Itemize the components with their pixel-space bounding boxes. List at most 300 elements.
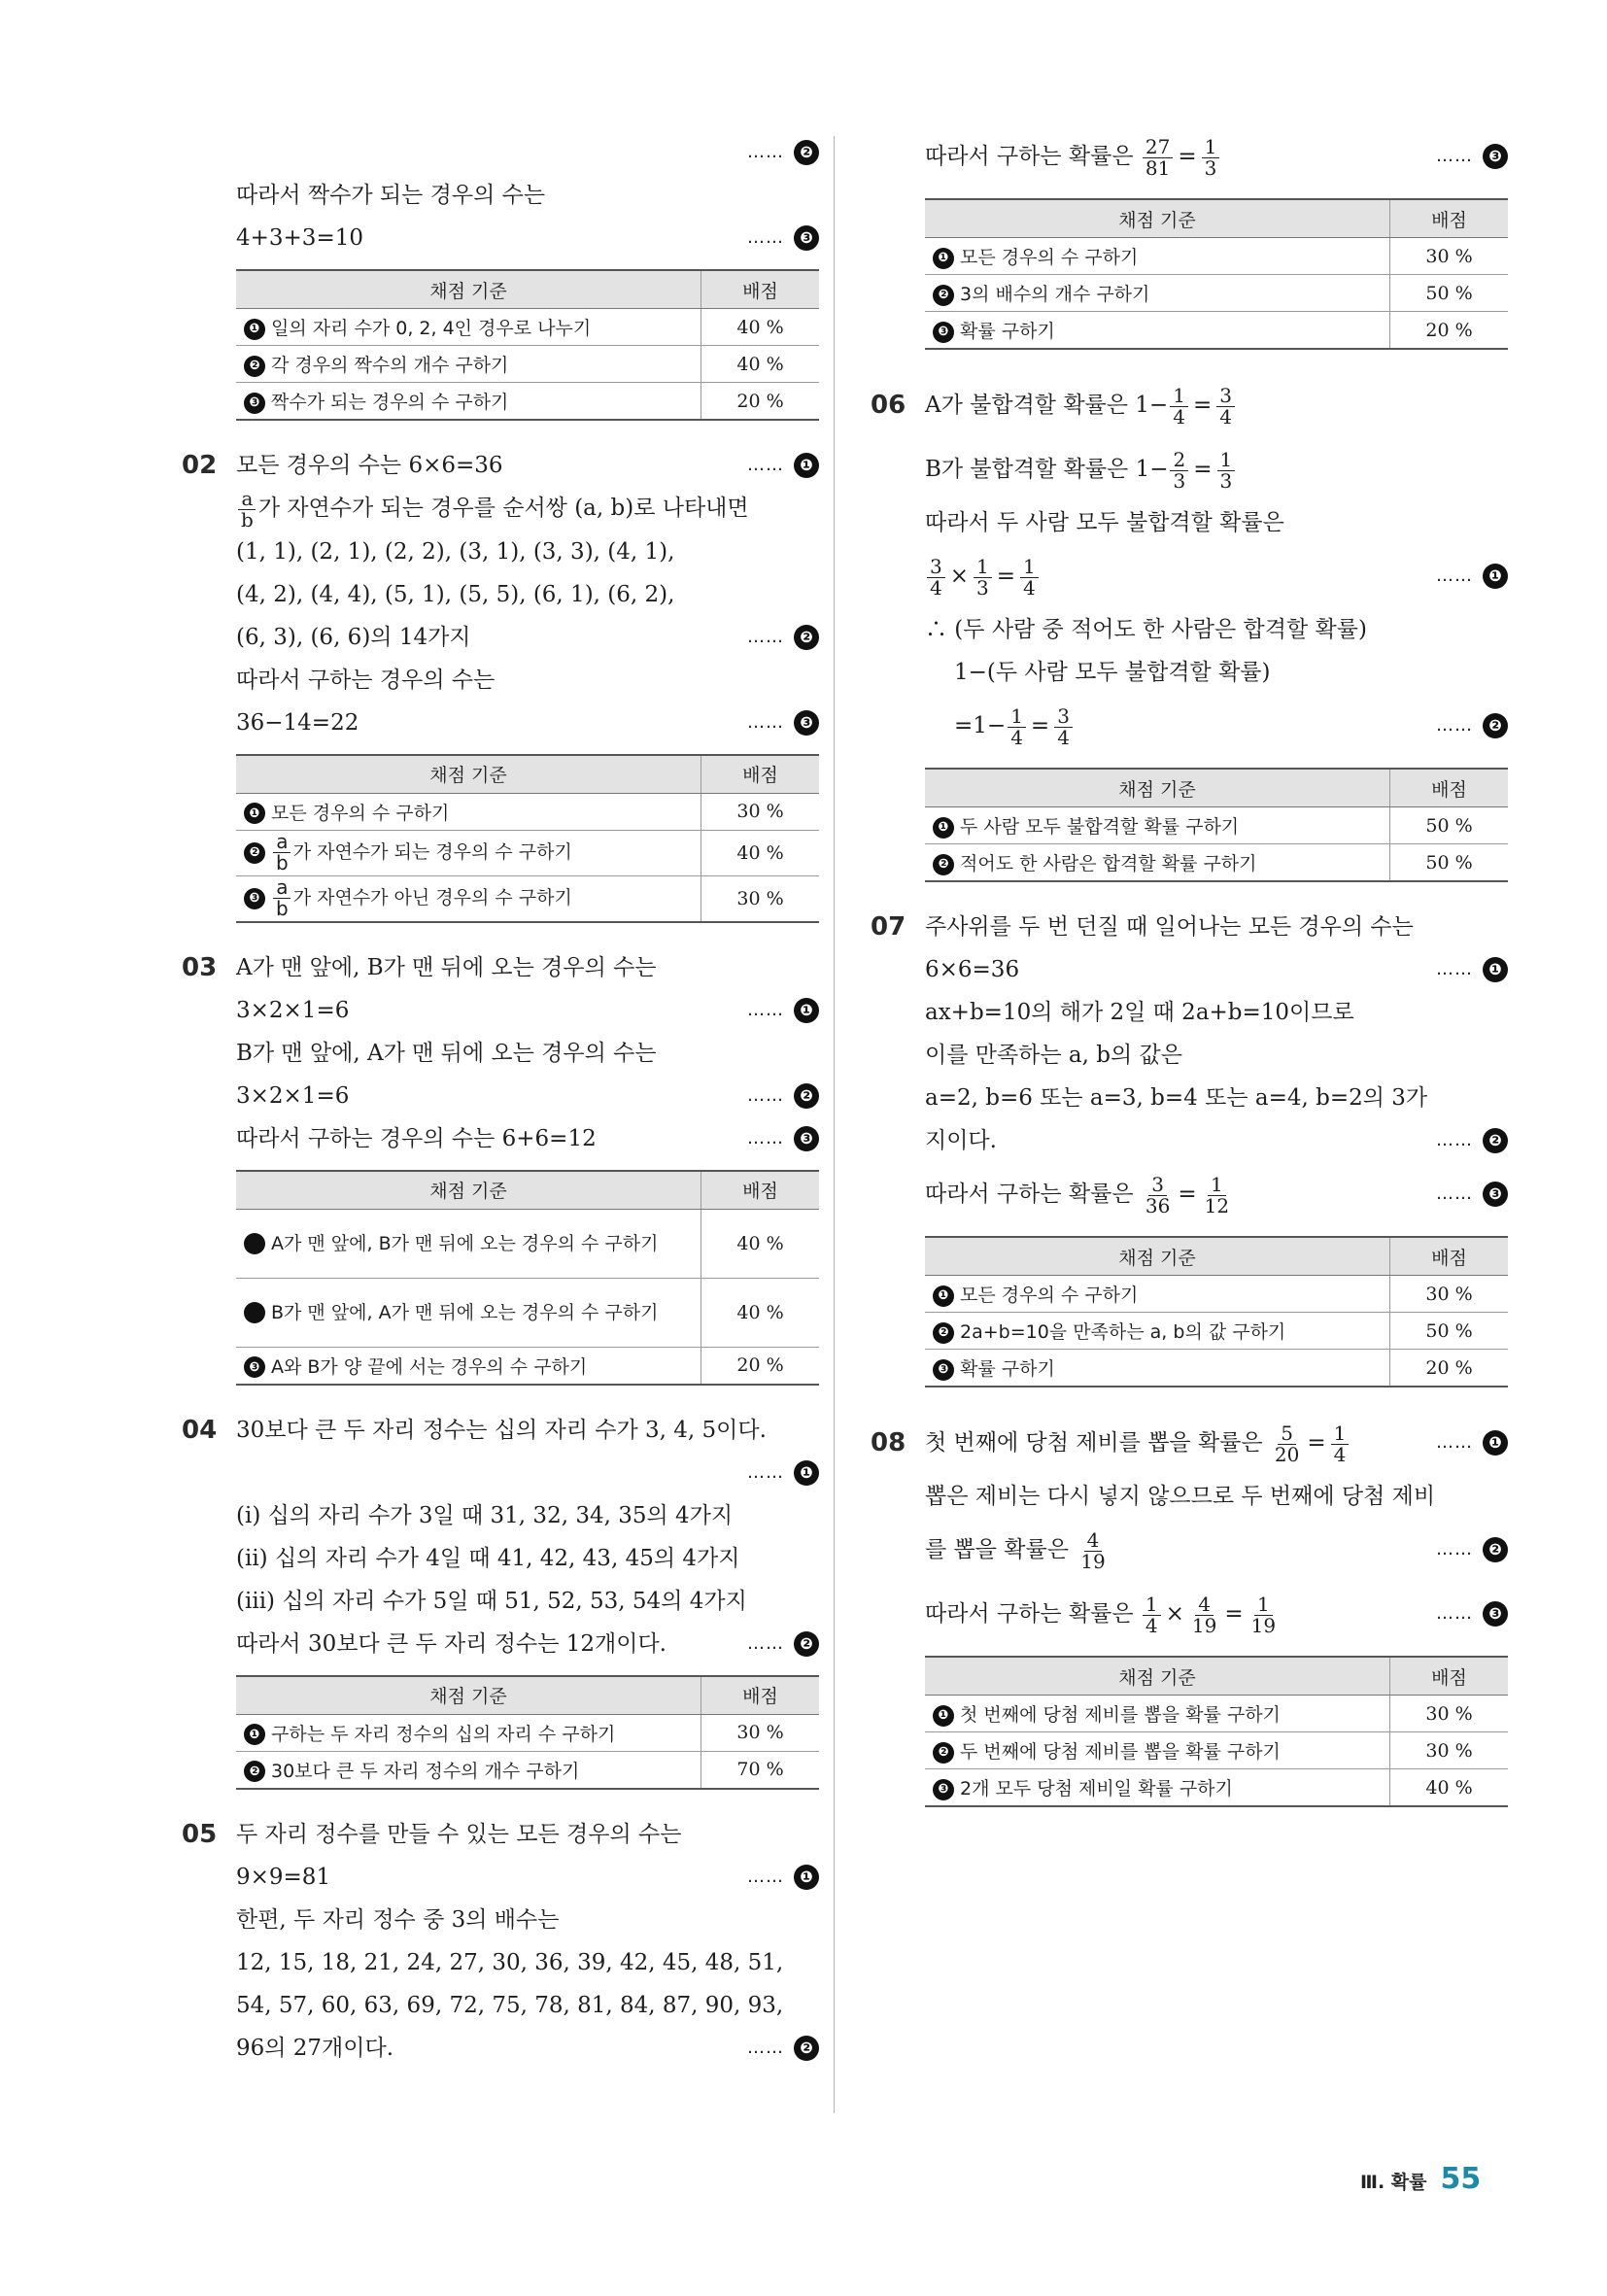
solution-line [925,948,1508,991]
numerator: 1 [1020,557,1039,578]
table-header-score: 배점 [1390,199,1509,238]
table-row [925,1769,1508,1807]
step-marker [1436,1518,1508,1582]
step-badge: ❷ [933,1742,954,1764]
step-marker [747,444,819,487]
problem-08 [871,1411,1508,1807]
score-cell: 20 % [701,383,820,421]
step-badge: ❸ [794,1126,819,1151]
numerator: a [238,489,256,510]
denominator: b [276,897,289,920]
line-text: 6×6=36 [925,957,1020,982]
leader-dots: …… [1436,146,1473,166]
fraction [1202,1172,1232,1217]
numerator: 1 [1254,1594,1273,1616]
table-row [236,830,819,875]
solution-line [871,373,1508,437]
criteria-text: 두 번째에 당첨 제비를 뽑을 확률 구하기 [960,1741,1281,1763]
leader-dots: …… [1436,1183,1473,1204]
fraction [1248,1594,1279,1636]
leader-dots: …… [747,1866,784,1887]
denominator: 4 [1173,404,1185,428]
solution-line [925,1119,1508,1162]
line-text: 1−(두 사람 모두 불합격할 확률) [954,660,1271,685]
denominator: 19 [1080,1549,1106,1573]
score-cell: 30 % [701,875,820,922]
denominator: 4 [1010,725,1023,749]
score-cell: 30 % [1390,1732,1509,1769]
step-badge: ❷ [1483,713,1508,738]
equals-sign: = [1224,1601,1244,1627]
step-badge: ❶ [244,803,265,824]
step-badge: ❷ [794,140,819,165]
table-header-criteria: 채점 기준 [925,1657,1390,1696]
step-badge: ❶ [1483,564,1508,589]
table-row [925,1696,1508,1732]
numerator: 1 [1202,137,1220,158]
line-text: A가 불합격할 확률은 1− [925,393,1169,418]
step-badge: ❷ [794,1631,819,1657]
step-marker [747,1452,819,1494]
criteria-text: A가 맨 앞에, B가 맨 뒤에 오는 경우의 수 구하기 [271,1232,659,1254]
table-header-score: 배점 [701,1171,820,1210]
table-header-criteria: 채점 기준 [236,1676,701,1715]
leader-dots: …… [747,227,784,248]
leader-dots: …… [747,999,784,1020]
table-row [236,793,819,830]
problem-05 [182,1813,819,2070]
table-header-criteria: 채점 기준 [236,1171,701,1210]
line-text: 3×2×1=6 [236,1082,350,1109]
table-row [236,1278,819,1347]
leader-dots: …… [1436,565,1473,586]
step-badge: ❷ [244,1302,265,1323]
step-badge: ❸ [1483,1601,1508,1627]
solution-line [925,651,1508,694]
line-text: B가 맨 앞에, A가 맨 뒤에 오는 경우의 수는 [236,1040,657,1066]
solution-line [182,1813,819,1856]
denominator: 3 [1204,155,1217,180]
solution-line [871,906,1508,948]
line-text: B가 불합격할 확률은 1− [925,457,1169,482]
numerator: 3 [1054,706,1073,728]
fraction [1331,1423,1350,1465]
fraction [1143,134,1173,180]
scoring-table [925,1656,1508,1807]
denominator: 19 [1250,1613,1277,1637]
fraction [238,486,256,531]
step-badge: ❶ [933,1285,954,1307]
line-text: 따라서 구하는 경우의 수는 6+6=12 [236,1125,597,1151]
criteria-text: 가 자연수가 되는 경우의 수 구하기 [292,841,572,863]
step-marker [747,1856,819,1899]
step-badge: ❸ [933,322,954,343]
fraction [1170,447,1188,493]
leader-dots: …… [747,711,784,733]
fraction [1216,383,1235,428]
step-badge: ❸ [244,888,265,909]
problem-04 [182,1409,819,1790]
step-badge: ❸ [933,1779,954,1800]
step-badge: ❸ [794,225,819,251]
equals-sign: = [1193,457,1213,482]
table-row [236,309,819,346]
numerator: 3 [1148,1175,1167,1196]
step-badge: ❸ [794,710,819,736]
solution-line [925,124,1508,188]
page-number: 55 [1440,2162,1482,2196]
problem-01-continued [236,131,819,421]
problem-03 [182,946,819,1386]
leader-dots: …… [747,142,784,162]
numerator: 5 [1278,1423,1296,1445]
leader-dots: …… [1436,959,1473,979]
score-cell: 30 % [1390,1696,1509,1732]
score-cell: 50 % [1390,1313,1509,1350]
step-marker [1436,1162,1508,1226]
numerator: 4 [1195,1594,1214,1616]
criteria-text: B가 맨 앞에, A가 맨 뒤에 오는 경우의 수 구하기 [271,1301,659,1323]
solution-line [236,1452,819,1494]
criteria-text: 적어도 한 사람은 합격할 확률 구하기 [960,853,1257,874]
numerator: 27 [1143,137,1173,158]
problem-number: 03 [182,952,218,982]
criteria-text: 짝수가 되는 경우의 수 구하기 [271,392,509,413]
fraction [1143,1172,1173,1217]
denominator: 4 [1219,404,1232,428]
fraction [1077,1527,1108,1573]
step-badge: ❶ [244,1233,265,1254]
solution-line [236,1580,819,1623]
table-row [925,807,1508,844]
numerator: a [273,877,291,899]
line-text: 따라서 구하는 확률은 [925,1182,1134,1207]
problem-06 [871,373,1508,882]
fraction [1020,554,1039,600]
table-header-criteria: 채점 기준 [236,755,701,794]
numerator: 1 [1170,386,1188,407]
solution-line [236,989,819,1032]
denominator: b [276,851,289,874]
solution-line [925,1034,1508,1077]
denominator: 36 [1145,1193,1171,1217]
leader-dots: …… [747,2037,784,2058]
table-row [925,275,1508,312]
scoring-table [236,269,819,421]
step-badge: ❷ [794,2036,819,2061]
criteria-text: 각 경우의 짝수의 개수 구하기 [271,355,509,376]
line-text: 3×2×1=6 [236,997,350,1023]
table-row [236,1751,819,1789]
equals-sign: = [1192,393,1213,418]
score-cell: 40 % [701,1209,820,1278]
step-badge: ❷ [1483,1537,1508,1562]
solution-line [925,991,1508,1034]
equals-sign: = [1178,1182,1197,1207]
numerator: 1 [1331,1423,1350,1445]
line-text: 따라서 두 사람 모두 불합격할 확률은 [925,510,1284,535]
solution-line [236,659,819,702]
line-text: (4, 2), (4, 4), (5, 1), (5, 5), (6, 1), (6, 2), [236,581,675,607]
solution-line [925,608,1508,651]
equals-sign: = [1307,1430,1326,1456]
line-text: 지이다. [925,1128,997,1153]
line-text: 주사위를 두 번 던질 때 일어나는 모든 경우의 수는 [925,914,1414,940]
step-badge: ❷ [244,356,265,377]
fraction [974,554,992,600]
step-marker [1436,948,1508,991]
numerator: 4 [1084,1530,1103,1552]
fraction [273,877,291,919]
line-text: a=2, b=6 또는 a=3, b=4 또는 a=4, b=2의 3가 [925,1085,1428,1111]
criteria-text: A와 B가 양 끝에 서는 경우의 수 구하기 [271,1355,588,1378]
numerator: 2 [1170,450,1188,471]
solution-line [236,2027,819,2070]
solution-line [925,437,1508,501]
fraction [1202,134,1220,180]
solution-line [925,544,1508,608]
step-badge: ❶ [1483,957,1508,982]
denominator: 81 [1145,155,1171,180]
table-row [925,238,1508,275]
step-badge: ❶ [244,319,265,340]
denominator: 20 [1274,1442,1300,1466]
step-marker [1436,1411,1508,1475]
step-badge: ❷ [794,1083,819,1109]
solution-line [236,217,819,259]
solution-line [236,616,819,659]
problem-number: 06 [871,391,906,420]
line-text: (ⅰ) 십의 자리 수가 3일 때 31, 32, 34, 35의 4가지 [236,1502,734,1528]
step-marker [747,2027,819,2070]
table-row [236,875,819,922]
numerator: 1 [1208,1175,1226,1196]
denominator: 4 [1023,575,1036,600]
step-badge: ❷ [244,842,265,864]
line-text: 54, 57, 60, 63, 69, 72, 75, 78, 81, 84, 87, 90, 93, [236,1992,784,2018]
score-cell: 40 % [701,1278,820,1347]
step-badge: ❸ [244,393,265,414]
score-cell: 40 % [701,830,820,875]
line-text: 한편, 두 자리 정수 중 3의 배수는 [236,1906,560,1933]
denominator: 4 [1333,1442,1347,1466]
solution-line [925,1077,1508,1119]
score-cell: 20 % [1390,312,1509,350]
step-badge: ❶ [794,453,819,478]
solution-line [236,1623,819,1665]
step-marker [747,1623,819,1665]
line-text: 따라서 구하는 확률은 [925,1601,1134,1627]
score-cell: 70 % [701,1751,820,1789]
criteria-text: 확률 구하기 [960,321,1055,342]
left-column [182,131,819,2070]
table-row [925,1350,1508,1388]
table-header-score: 배점 [1390,769,1509,807]
line-text: (ⅱ) 십의 자리 수가 4일 때 41, 42, 43, 45의 4가지 [236,1545,740,1571]
table-row [925,1732,1508,1769]
table-row [236,1209,819,1278]
table-header-score: 배점 [1390,1237,1509,1276]
line-text: 를 뽑을 확률은 [925,1537,1069,1562]
solution-line [925,501,1508,544]
fraction [1217,447,1236,493]
table-row [236,1347,819,1385]
step-badge: ❶ [794,1460,819,1486]
solution-line [236,1117,819,1160]
leader-dots: …… [1436,1603,1473,1624]
table-header-criteria: 채점 기준 [925,199,1390,238]
step-badge: ❷ [794,625,819,650]
equals-sign: = [996,564,1016,589]
criteria-text: 30보다 큰 두 자리 정수의 개수 구하기 [271,1760,580,1782]
solution-line [925,1582,1508,1646]
solution-line [236,1941,819,1984]
solution-line [236,487,819,531]
table-row [236,1714,819,1751]
equals-sign: = [1030,713,1050,738]
table-row [925,844,1508,882]
solution-line [236,131,819,174]
score-cell: 30 % [701,1714,820,1751]
table-header-criteria: 채점 기준 [925,1237,1390,1276]
score-cell: 30 % [701,793,820,830]
solution-line [925,1518,1508,1582]
table-header-score: 배점 [701,1676,820,1715]
solution-line [871,1411,1508,1475]
fraction [927,554,945,600]
table-row [925,1276,1508,1313]
denominator: 3 [1219,468,1233,493]
line-text: 뽑은 제비는 다시 넣지 않으므로 두 번째에 당첨 제비 [925,1484,1436,1509]
times-sign: × [949,564,970,589]
line-text: 12, 15, 18, 21, 24, 27, 30, 36, 39, 42, 45, 48, 51, [236,1949,784,1975]
page-footer [1360,2162,1481,2196]
scoring-table [925,198,1508,350]
line-text: 96의 27개이다. [236,2035,394,2061]
criteria-text: 3의 배수의 개수 구하기 [960,284,1150,305]
line-text: (1, 1), (2, 1), (2, 2), (3, 1), (3, 3), (4, 1), [236,538,675,565]
score-cell: 40 % [701,309,820,346]
step-badge: ❶ [933,1705,954,1727]
score-cell: 20 % [701,1347,820,1385]
score-cell: 20 % [1390,1350,1509,1388]
step-badge: ❸ [1483,1182,1508,1207]
table-header-score: 배점 [701,755,820,794]
denominator: 12 [1204,1193,1230,1217]
step-badge: ❶ [244,1724,265,1745]
table-row [236,346,819,383]
leader-dots: …… [747,1084,784,1106]
equals-sign: = [1178,144,1197,169]
solution-line [925,694,1508,758]
denominator: b [241,507,254,531]
solution-line [236,1984,819,2027]
leader-dots: …… [747,455,784,475]
table-row [925,1313,1508,1350]
step-badge: ❷ [933,285,954,306]
numerator: 1 [1143,1594,1161,1616]
score-cell: 50 % [1390,275,1509,312]
table-row [925,312,1508,350]
step-marker [747,1117,819,1160]
numerator: a [273,832,291,853]
line-text: 36−14=22 [236,709,359,736]
problem-number: 05 [182,1819,218,1849]
table-header-score: 배점 [701,270,820,309]
leader-dots: …… [747,1127,784,1148]
table-header-criteria: 채점 기준 [925,769,1390,807]
scoring-table [236,754,819,923]
step-marker [747,616,819,659]
line-text: ∴ (두 사람 중 적어도 한 사람은 합격할 확률) [925,617,1367,642]
column-divider [834,136,835,2113]
problem-02 [182,444,819,923]
denominator: 4 [1145,1613,1158,1637]
line-text: 4+3+3=10 [236,225,363,251]
fraction [1272,1423,1302,1465]
right-column [871,124,1508,1831]
fraction [1008,703,1026,749]
problem-number: 07 [871,912,906,942]
step-marker [747,131,819,174]
denominator: 4 [930,575,942,600]
denominator: 3 [1173,468,1186,493]
step-badge: ❸ [933,1359,954,1381]
step-badge: ❶ [933,248,954,269]
step-badge: ❶ [933,817,954,839]
step-badge: ❸ [244,1356,265,1378]
line-text: 따라서 30보다 큰 두 자리 정수는 12개이다. [236,1630,667,1657]
solution-line [236,1537,819,1580]
solution-line [236,1899,819,1941]
step-badge: ❶ [794,998,819,1023]
solution-line [236,174,819,217]
line-text: 가 자연수가 되는 경우를 순서쌍 (a, b)로 나타내면 [257,496,749,521]
solution-line [236,1032,819,1075]
criteria-text: 구하는 두 자리 정수의 십의 자리 수 구하기 [271,1723,616,1745]
denominator: 4 [1057,725,1070,749]
scoring-table [925,1236,1508,1388]
step-marker [747,1075,819,1117]
solution-line [236,531,819,573]
score-cell: 50 % [1390,807,1509,844]
table-header-score: 배점 [1390,1657,1509,1696]
leader-dots: …… [747,1632,784,1654]
scoring-table [925,768,1508,882]
fraction [1054,703,1073,749]
leader-dots: …… [747,1461,784,1483]
problem-07 [871,906,1508,1388]
criteria-text: 모든 경우의 수 구하기 [960,1285,1139,1306]
score-cell: 40 % [701,346,820,383]
fraction [273,832,291,874]
step-marker [1436,124,1508,188]
step-badge: ❶ [1483,1430,1508,1456]
problem-number: 04 [182,1415,218,1445]
solution-line [925,1475,1508,1518]
solution-line [925,1162,1508,1226]
scoring-table [236,1675,819,1790]
fraction [1189,1594,1219,1636]
line-text: 9×9=81 [236,1864,331,1890]
criteria-text: 첫 번째에 당첨 제비를 뽑을 확률 구하기 [960,1704,1281,1726]
solution-line [236,1494,819,1537]
table-row [236,383,819,421]
leader-dots: …… [1436,715,1473,736]
solution-line [236,702,819,744]
problem-number: 02 [182,451,218,480]
step-marker [747,217,819,259]
